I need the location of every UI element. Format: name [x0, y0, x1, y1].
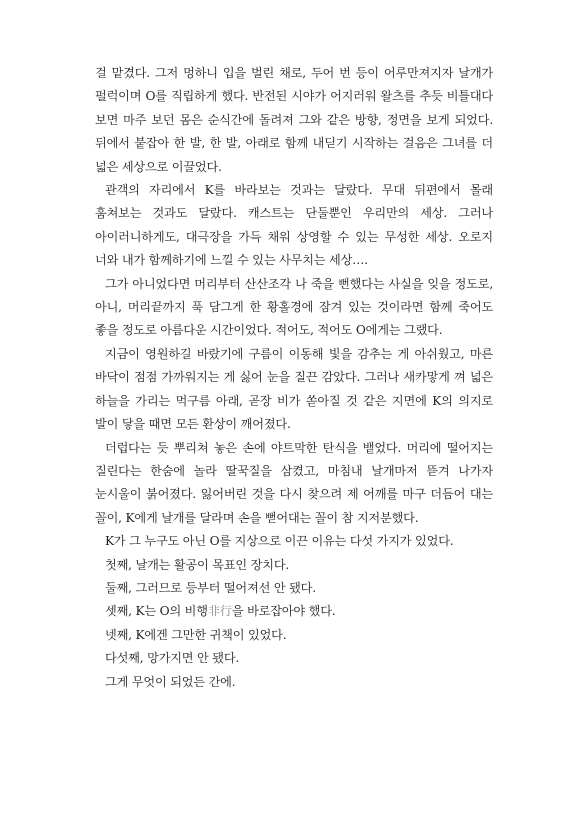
body-text [95, 62, 493, 694]
paragraph-3: 그가 아니었다면 머리부터 산산조각 나 죽을 뻔했다는 사실을 잊을 정도로, 아니, 머리끝까지 푹 담그게 한 황홀경에 잠겨 있는 것이라면 함께 죽어도 좋을 정도로 아름다운 시간이었다. 적어도, 적어도 O에게는 그랬다. [95, 276, 493, 338]
list-item-2: 둘째, 그러므로 등부터 떨어져선 안 됐다. [105, 580, 316, 595]
paragraph-2: 관객의 자리에서 K를 바라보는 것과는 달랐다. 무대 뒤편에서 몰래 훔쳐보는 것과도 달랐다. 캐스트는 단둘뿐인 우리만의 세상. 그러나 아이러니하게도, 대극장을 가득 채워 상영할 수 있는 무성한 세상. 오로지 너와 내가 함께하기에 느낄 수 있는 사무치는 세상…. [95, 183, 493, 268]
list-item-3 [95, 600, 493, 623]
paragraph-4: 지금이 영원하길 바랐기에 구름이 이동해 빛을 감추는 게 아쉬웠고, 마른 바닥이 점점 가까워지는 게 싫어 눈을 질끈 감았다. 그러나 새카맣게 껴 넓은 하늘을 가리는 먹구름 아래, 곧장 비가 쏟아질 것 같은 지면에 K의 의지로 발이 닿을 때면 모든 환상이 깨어졌다. [95, 346, 493, 432]
list-item-3-before: 셋째, K는 O의 비행 [105, 604, 208, 619]
list-item-1: 첫째, 날개는 활공이 목표인 장치다. [105, 557, 290, 572]
paragraph-5: 더럽다는 듯 뿌리쳐 놓은 손에 야트막한 탄식을 뱉었다. 머리에 떨어지는 질린다는 한숨에 놀라 딸꾹질을 삼켰고, 마침내 날개마저 뜯겨 나가자 눈시울이 붉어졌다. 잃어버린 것을 다시 찾으려 제 어깨를 마구 더듬어 대는 꼴이, K에게 날개를 달라며 손을 뻗어대는 꼴이 참 지저분했다. [95, 440, 493, 525]
paragraph-6: K가 그 누구도 아닌 O를 지상으로 이끈 이유는 다섯 가지가 있었다. [105, 534, 454, 549]
hanja-annotation: 非行 [207, 604, 232, 619]
list-item-5: 다섯째, 망가지면 안 됐다. [105, 651, 240, 666]
list-item-3-after: 을 바로잡아야 했다. [231, 604, 336, 619]
list-item-4: 넷째, K에겐 그만한 귀책이 있었다. [105, 627, 287, 642]
closing-line: 그게 무엇이 되었든 간에. [105, 674, 236, 689]
paragraph-1: 걸 맡겼다. 그저 멍하니 입을 벌린 채로, 두어 번 등이 어루만져지자 날개가 펄럭이며 O를 직립하게 했다. 반전된 시야가 어지러워 왈츠를 추듯 비틀대다 보면 마주 보던 몸은 순식간에 돌려져 그와 같은 방향, 정면을 보게 되었다. 뒤에서 붙잡아 한 발, 한 발, 아래로 함께 내딛기 시작하는 걸음은 그녀를 더 넓은 세상으로 이끌었다. [95, 66, 493, 174]
